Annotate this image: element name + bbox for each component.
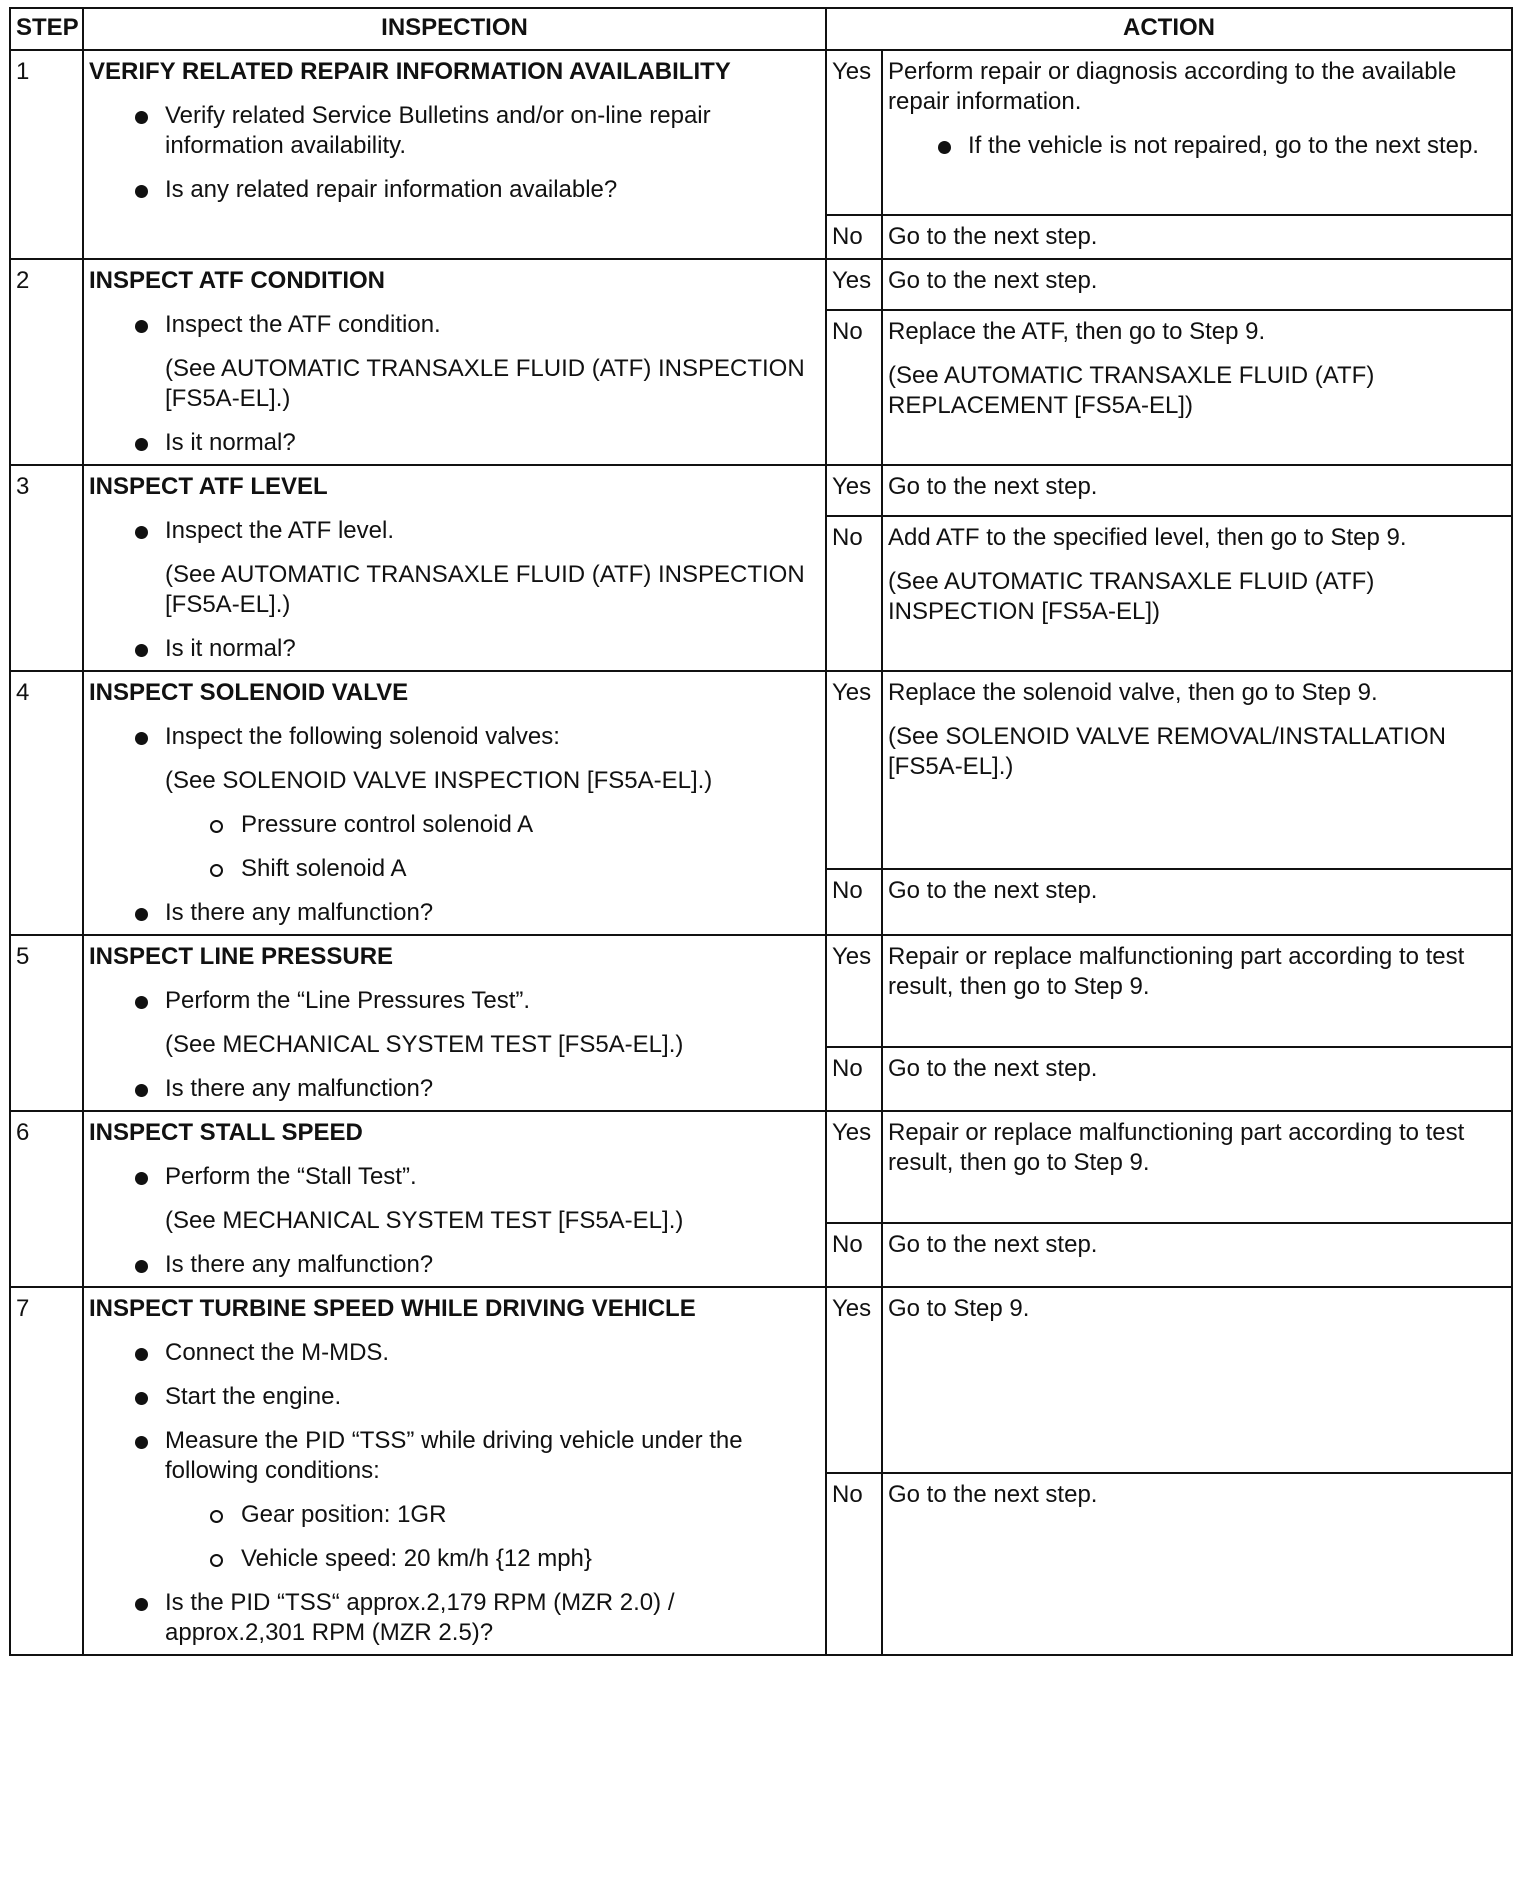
inspection-sub-bullet: Shift solenoid A	[89, 854, 820, 884]
inspection-bullet: Perform the “Line Pressures Test”.	[89, 986, 820, 1016]
yes-action-cell	[882, 935, 1512, 1047]
inspection-column-header: INSPECTION	[83, 8, 826, 50]
step-title: INSPECT ATF LEVEL	[89, 473, 328, 500]
step-number: 6	[10, 1111, 83, 1287]
inspection-bullet: Is there any malfunction?	[89, 1250, 820, 1280]
inspection-cell	[83, 935, 826, 1111]
inspection-reference: (See MECHANICAL SYSTEM TEST [FS5A-EL].)	[165, 1031, 684, 1058]
no-label: No	[826, 310, 882, 465]
yes-action-cell	[882, 1287, 1512, 1473]
yes-action-text: Repair or replace malfunctioning part according to test result, then go to Step 9.	[888, 943, 1465, 1000]
table-row	[10, 259, 1512, 310]
no-action-cell	[882, 516, 1512, 671]
yes-action-text: Go to Step 9.	[888, 1295, 1030, 1322]
no-action-text: Go to the next step.	[888, 876, 1098, 904]
inspection-bullet: Is there any malfunction?	[89, 898, 820, 928]
yes-action-text: Perform repair or diagnosis according to the available repair information.	[888, 58, 1457, 115]
step-title: VERIFY RELATED REPAIR INFORMATION AVAILABILITY	[89, 58, 731, 85]
step-title: INSPECT SOLENOID VALVE	[89, 679, 409, 706]
inspection-bullet: Is any related repair information available?	[89, 175, 820, 205]
yes-label: Yes	[826, 1111, 882, 1223]
inspection-bullet: Perform the “Stall Test”.	[89, 1162, 820, 1192]
inspection-bullet: Is the PID “TSS“ approx.2,179 RPM (MZR 2.0) / approx.2,301 RPM (MZR 2.5)?	[89, 1588, 820, 1648]
yes-action-cell	[882, 671, 1512, 869]
table-row	[10, 50, 1512, 215]
step-number: 7	[10, 1287, 83, 1655]
inspection-cell	[83, 1287, 826, 1655]
yes-label: Yes	[826, 465, 882, 516]
table-row	[10, 671, 1512, 869]
no-action-text: Go to the next step.	[888, 223, 1098, 250]
yes-action-cell	[882, 50, 1512, 215]
inspection-bullet: Is it normal?	[89, 634, 820, 664]
table-row	[10, 465, 1512, 516]
inspection-bullet: Is there any malfunction?	[89, 1074, 820, 1104]
step-column-header: STEP	[10, 8, 83, 50]
yes-action-cell	[882, 1111, 1512, 1223]
no-label: No	[826, 1223, 882, 1287]
table-row	[10, 1111, 1512, 1223]
yes-action-cell	[882, 259, 1512, 310]
table-header-row	[10, 8, 1512, 50]
yes-label: Yes	[826, 259, 882, 310]
inspection-cell	[83, 50, 826, 259]
step-number: 4	[10, 671, 83, 935]
no-label: No	[826, 1473, 882, 1655]
no-label: No	[826, 215, 882, 259]
inspection-reference: (See AUTOMATIC TRANSAXLE FLUID (ATF) INSPECTION [FS5A-EL].)	[165, 561, 805, 618]
step-title: INSPECT TURBINE SPEED WHILE DRIVING VEHICLE	[89, 1295, 696, 1322]
yes-action-text: (See SOLENOID VALVE REMOVAL/INSTALLATION [FS5A-EL].)	[888, 723, 1446, 780]
no-action-cell	[882, 1223, 1512, 1287]
inspection-bullet: Verify related Service Bulletins and/or on-line repair information availability.	[89, 101, 820, 161]
inspection-sub-bullet: Pressure control solenoid A	[89, 810, 820, 840]
no-action-text: Go to the next step.	[888, 1054, 1098, 1082]
no-action-cell	[882, 215, 1512, 259]
inspection-cell	[83, 465, 826, 671]
step-number: 2	[10, 259, 83, 465]
step-title: INSPECT LINE PRESSURE	[89, 943, 394, 970]
no-label: No	[826, 1047, 882, 1111]
no-label: No	[826, 516, 882, 671]
yes-label: Yes	[826, 1287, 882, 1473]
no-action-text: (See AUTOMATIC TRANSAXLE FLUID (ATF) INSPECTION [FS5A-EL])	[888, 568, 1375, 626]
step-number: 5	[10, 935, 83, 1111]
inspection-sub-bullet: Vehicle speed: 20 km/h {12 mph}	[89, 1544, 820, 1574]
inspection-bullet: Is it normal?	[89, 428, 820, 458]
inspection-bullet: Measure the PID “TSS” while driving vehicle under the following conditions:	[89, 1426, 820, 1486]
inspection-reference: (See AUTOMATIC TRANSAXLE FLUID (ATF) INSPECTION [FS5A-EL].)	[165, 355, 805, 412]
action-column-header: ACTION	[826, 8, 1512, 50]
yes-action-text: Go to the next step.	[888, 267, 1098, 294]
step-title: INSPECT ATF CONDITION	[89, 267, 385, 294]
step-number: 3	[10, 465, 83, 671]
inspection-sub-bullet: Gear position: 1GR	[89, 1500, 820, 1530]
inspection-bullet: Connect the M-MDS.	[89, 1338, 820, 1368]
yes-action-bullet: If the vehicle is not repaired, go to the next step.	[888, 131, 1506, 161]
yes-label: Yes	[826, 50, 882, 215]
yes-action-text: Go to the next step.	[888, 473, 1098, 500]
no-label: No	[826, 869, 882, 935]
yes-action-cell	[882, 465, 1512, 516]
inspection-cell	[83, 671, 826, 935]
no-action-cell	[882, 1473, 1512, 1655]
no-action-text: Add ATF to the specified level, then go to Step 9.	[888, 524, 1407, 552]
no-action-text: (See AUTOMATIC TRANSAXLE FLUID (ATF) REPLACEMENT [FS5A-EL])	[888, 362, 1375, 420]
table-row	[10, 1287, 1512, 1473]
table-row	[10, 935, 1512, 1047]
no-action-text: Go to the next step.	[888, 1480, 1098, 1508]
inspection-bullet: Inspect the ATF level.	[89, 516, 820, 546]
no-action-text: Replace the ATF, then go to Step 9.	[888, 318, 1266, 346]
no-action-cell	[882, 1047, 1512, 1111]
inspection-bullet: Inspect the following solenoid valves:	[89, 722, 820, 752]
no-action-text: Go to the next step.	[888, 1230, 1098, 1258]
inspection-bullet: Inspect the ATF condition.	[89, 310, 820, 340]
inspection-cell	[83, 1111, 826, 1287]
yes-action-text: Replace the solenoid valve, then go to Step 9.	[888, 679, 1378, 706]
step-number: 1	[10, 50, 83, 259]
yes-label: Yes	[826, 671, 882, 869]
inspection-bullet: Start the engine.	[89, 1382, 820, 1412]
yes-action-text: Repair or replace malfunctioning part according to test result, then go to Step 9.	[888, 1119, 1465, 1176]
no-action-cell	[882, 869, 1512, 935]
no-action-cell	[882, 310, 1512, 465]
inspection-reference: (See SOLENOID VALVE INSPECTION [FS5A-EL].)	[165, 767, 713, 794]
step-title: INSPECT STALL SPEED	[89, 1119, 363, 1146]
inspection-reference: (See MECHANICAL SYSTEM TEST [FS5A-EL].)	[165, 1207, 684, 1234]
diagnostic-procedure-table	[9, 7, 1513, 1656]
yes-label: Yes	[826, 935, 882, 1047]
inspection-cell	[83, 259, 826, 465]
